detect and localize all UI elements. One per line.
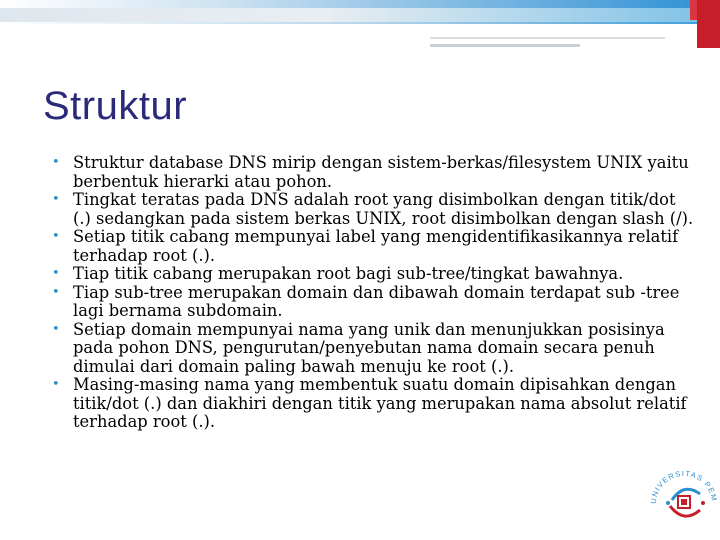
bullet-dot-icon: • xyxy=(52,229,60,244)
bullet-item xyxy=(24,376,694,432)
header-accent-line xyxy=(0,22,720,24)
decorative-line xyxy=(430,37,665,39)
header-red-notch xyxy=(690,0,697,20)
logo-text: UNIVERSITAS PEM xyxy=(648,468,720,505)
bullet-dot-icon: • xyxy=(52,266,60,281)
bullet-item xyxy=(24,191,694,228)
slide-title: Struktur xyxy=(43,84,188,128)
decorative-line xyxy=(430,44,580,47)
header-blue-stripe xyxy=(0,0,720,8)
university-logo-icon xyxy=(648,460,720,540)
bullet-text: Masing-masing nama yang membentuk suatu domain dipisahkan dengan titik/dot (.) dan diakhiri dengan titik yang merupakan nama absolut relatif terhadap root (.). xyxy=(73,375,687,431)
bullet-text: Tingkat teratas pada DNS adalah root yang disimbolkan dengan titik/dot (.) sedangkan pada sistem berkas UNIX, root disimbolkan dengan slash (/). xyxy=(73,190,694,228)
bullet-item xyxy=(24,284,694,321)
bullet-item xyxy=(24,154,694,191)
bullet-dot-icon: • xyxy=(52,377,60,392)
bullet-dot-icon: • xyxy=(52,192,60,207)
bullet-text: Tiap titik cabang merupakan root bagi sub-tree/tingkat bawahnya. xyxy=(73,264,624,283)
bullet-dot-icon: • xyxy=(52,284,60,300)
bullet-dot-icon: • xyxy=(52,155,60,170)
bullet-item xyxy=(24,228,694,265)
bullet-text: Struktur database DNS mirip dengan sistem-berkas/filesystem UNIX yaitu berbentuk hierarki atau pohon. xyxy=(73,153,689,191)
bullet-text: Setiap titik cabang mempunyai label yang mengidentifikasikannya relatif terhadap root (.). xyxy=(73,227,679,265)
bullet-dot-icon: • xyxy=(52,321,60,337)
bullet-text: Setiap domain mempunyai nama yang unik dan menunjukkan posisinya pada pohon DNS, pengurutan/penyebutan nama domain secara penuh dimulai dari domain paling bawah menuju ke root (.). xyxy=(73,319,665,376)
header-red-block xyxy=(697,0,720,48)
bullet-list xyxy=(24,154,694,432)
bullet-item xyxy=(24,265,694,284)
bullet-text: Tiap sub-tree merupakan domain dan dibawah domain terdapat sub -tree lagi bernama subdomain. xyxy=(73,282,680,320)
bullet-item xyxy=(24,321,694,377)
